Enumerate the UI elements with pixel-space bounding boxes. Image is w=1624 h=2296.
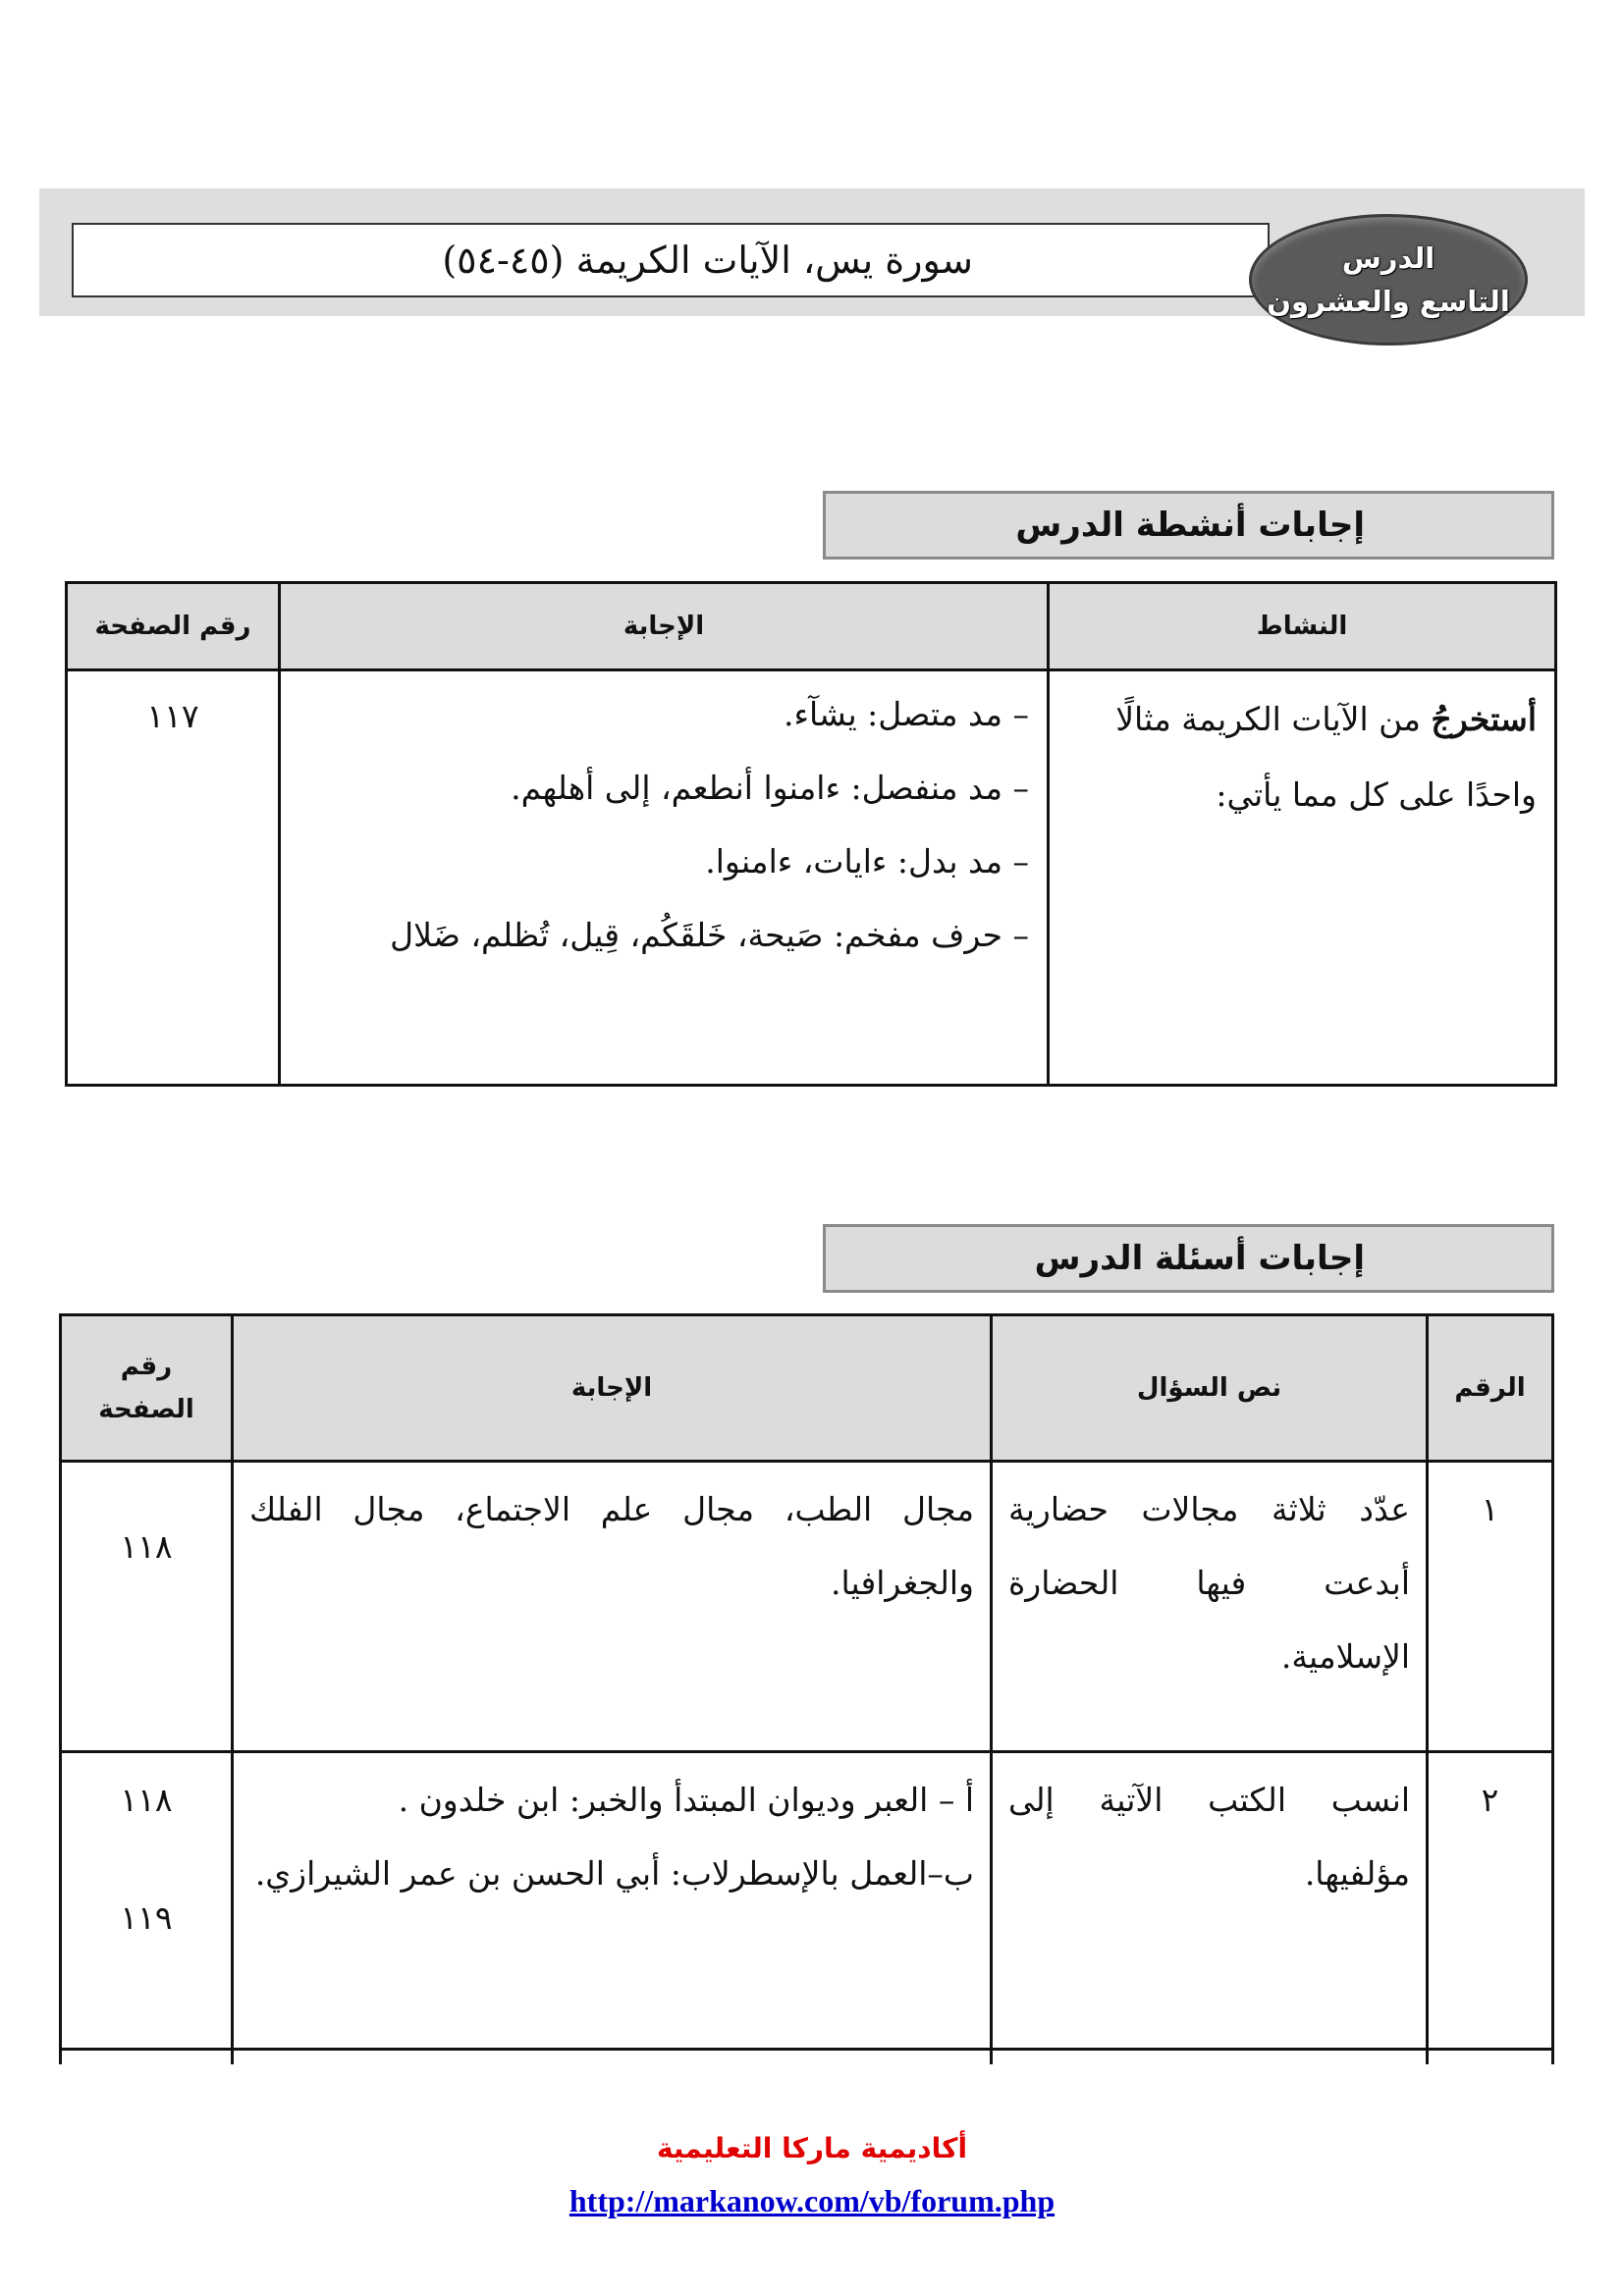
table-row-continued [61,2050,1553,2065]
page-number-cell [61,1752,233,2050]
activity-cell [1049,670,1556,1086]
question-number-cell: ٢ [1428,1752,1553,2050]
empty-cell [992,2050,1428,2065]
page-column-header [61,1315,233,1462]
questions-section-title: إجابات أسئلة الدرس [823,1224,1554,1293]
lesson-title: سورة يس، الآيات الكريمة (٤٥-٥٤) [442,239,973,282]
answer-cell [233,1462,992,1752]
page-number: ١١٨ [120,1527,173,1566]
empty-cell [1428,2050,1553,2065]
activity-text: من الآيات الكريمة مثالًا واحدًا على كل مما يأتي: [1115,700,1537,814]
activity-column-header: النشاط [1049,583,1556,670]
table-row [61,1752,1553,2050]
page-header-line-1: رقم [120,1352,173,1381]
table-row [61,1462,1553,1752]
page-number: ١١٩ [120,1898,173,1937]
answer-column-header: الإجابة [280,583,1049,670]
lesson-title-box [72,223,1270,297]
answer-line: – مد متصل: يشآء. [783,695,1029,733]
answer-line: ب–العمل بالإسطرلاب: أبي الحسن بن عمر الشيرازي. [254,1854,974,1893]
number-column-header: الرقم [1428,1315,1553,1462]
badge-line-2: التاسع والعشرون [1267,285,1510,318]
question-text-cell: عدّد ثلاثة مجالات حضارية أبدعت فيها الحضارة الإسلامية. [992,1462,1428,1752]
page-number-cell: ١١٧ [67,670,280,1086]
questions-header-row [61,1315,1553,1462]
page-number: ١١٨ [120,1781,173,1819]
questions-table [59,1313,1554,2064]
answer-column-header: الإجابة [233,1315,992,1462]
activity-verb: أستخرجُ [1431,700,1537,738]
activities-header-row [67,583,1556,670]
page-column-header: رقم الصفحة [67,583,280,670]
question-number-cell: ١ [1428,1462,1553,1752]
answer-line: – مد بدل: ءايات، ءامنوا. [705,842,1029,881]
page-header-line-2: الصفحة [98,1395,194,1424]
activities-section-title: إجابات أنشطة الدرس [823,491,1554,560]
answer-cell [280,670,1049,1086]
answer-line: – حرف مفخم: صَيحة، خَلقَكُم، قِيل، تُظلم، ضَلال [390,916,1029,954]
page-number-cell [61,1462,233,1752]
answer-line: مجال الطب، مجال علم الاجتماع، مجال الفلك والجغرافيا. [249,1490,974,1602]
answer-cell [233,1752,992,2050]
table-row [67,670,1556,1086]
question-text-cell: انسب الكتب الآتية إلى مؤلفيها. [992,1752,1428,2050]
answer-line: – مد منفصل: ءامنوا أنطعم، إلى أهلهم. [511,769,1029,807]
empty-cell [233,2050,992,2065]
question-column-header: نص السؤال [992,1315,1428,1462]
footer-academy-name: أكاديمية ماركا التعليمية [656,2132,968,2164]
answer-line: أ – العبر وديوان المبتدأ والخبر: ابن خلدون . [398,1781,974,1819]
footer-link[interactable]: http://markanow.com/vb/forum.php [568,2183,1056,2218]
empty-cell [61,2050,233,2065]
lesson-number-badge [1249,214,1528,346]
badge-line-1: الدرس [1341,241,1435,275]
activities-table [65,581,1557,1087]
